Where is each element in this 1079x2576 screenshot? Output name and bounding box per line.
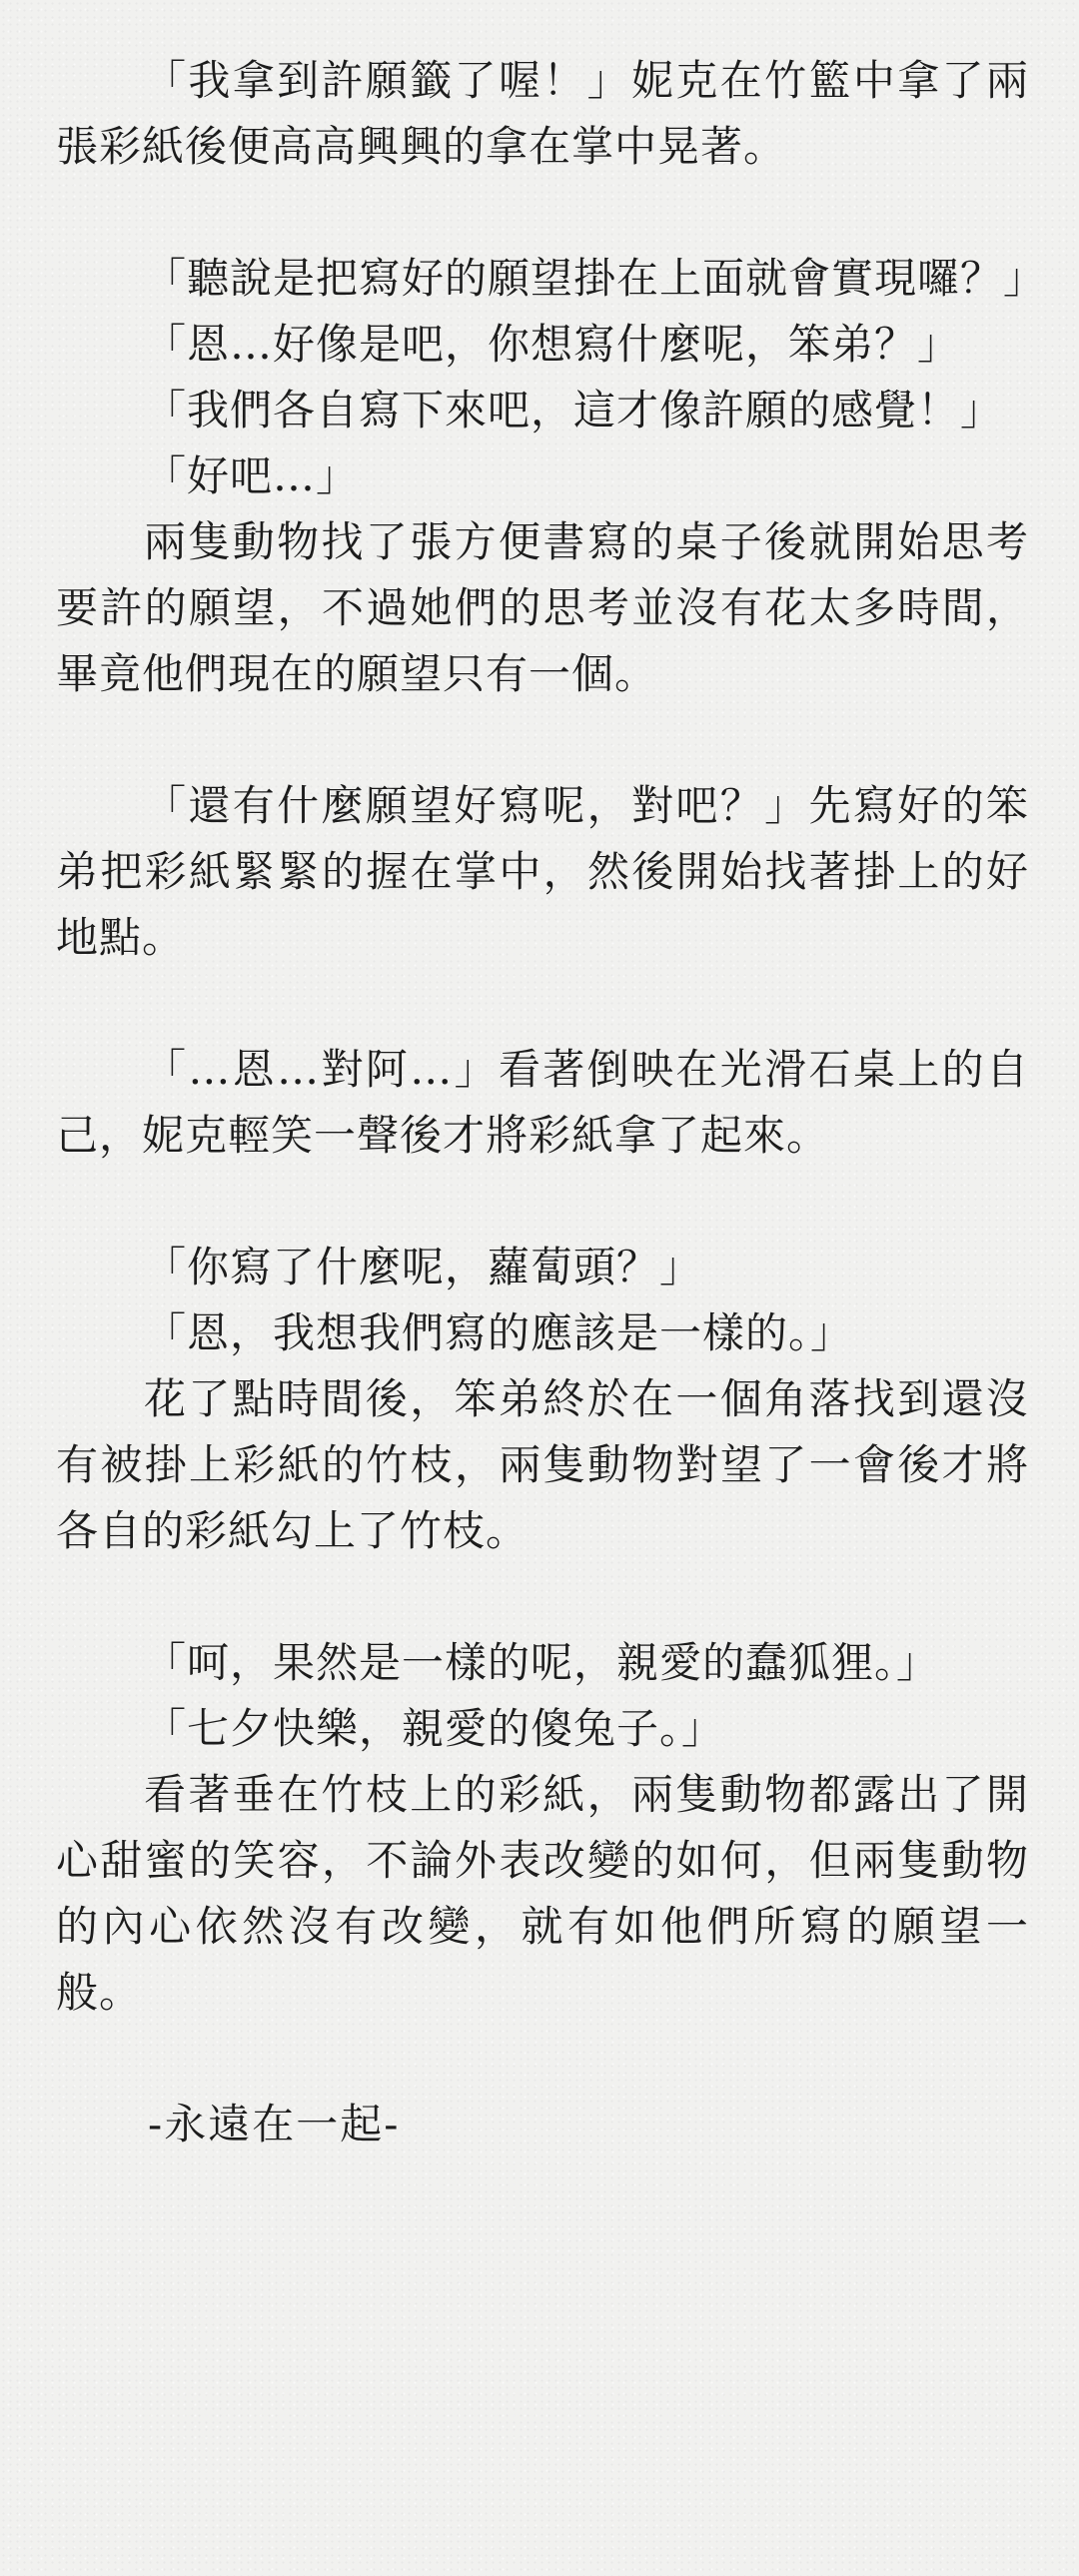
paragraph: 「我們各自寫下來吧，這才像許願的感覺！」	[144, 386, 1004, 434]
paragraph: 看著垂在竹枝上的彩紙，兩隻動物都露出了開心甜蜜的笑容，不論外表改變的如何，但兩隻動物的內心依然沒有改變，就有如他們所寫的願望一般。	[56, 1770, 1029, 2017]
paragraph: 「聽說是把寫好的願望掛在上面就會實現囉？」	[144, 254, 1047, 303]
paragraph: 「…恩…對阿…」看著倒映在光滑石桌上的自己，妮克輕笑一聲後才將彩紙拿了起來。	[56, 1045, 1029, 1160]
paragraph: 兩隻動物找了張方便書寫的桌子後就開始思考要許的願望，不過她們的思考並沒有花太多時間，畢竟他們現在的願望只有一個。	[56, 517, 1029, 698]
paragraph: 「恩，我想我們寫的應該是一樣的。」	[144, 1308, 854, 1357]
paragraph: 「還有什麼願望好寫呢，對吧？」先寫好的笨弟把彩紙緊緊的握在掌中，然後開始找著掛上的好地點。	[56, 781, 1029, 962]
story-text	[56, 48, 1047, 2026]
paragraph-gap	[56, 971, 1029, 1037]
paragraph: 「恩…好像是吧，你想寫什麼呢，笨弟？」	[144, 320, 961, 369]
paragraph: 「好吧…」	[144, 451, 360, 500]
paragraph-gap	[56, 1169, 1029, 1235]
paragraph: 「呵，果然是一樣的呢，親愛的蠢狐狸。」	[144, 1638, 940, 1687]
paragraph: 「你寫了什麼呢，蘿蔔頭？」	[144, 1243, 703, 1291]
paragraph-gap	[56, 180, 1029, 246]
paragraph: 「我拿到許願籤了喔！」妮克在竹籃中拿了兩張彩紙後便高高興興的拿在掌中晃著。	[56, 56, 1029, 171]
paragraph: 「七夕快樂，親愛的傻兔子。」	[144, 1704, 725, 1753]
paragraph-gap	[56, 1564, 1029, 1630]
ending-line: -永遠在一起-	[148, 2100, 401, 2148]
paragraph: 花了點時間後，笨弟終於在一個角落找到還沒有被掛上彩紙的竹枝，兩隻動物對望了一會後才將各自的彩紙勾上了竹枝。	[56, 1374, 1029, 1555]
paragraph-gap	[56, 707, 1029, 773]
